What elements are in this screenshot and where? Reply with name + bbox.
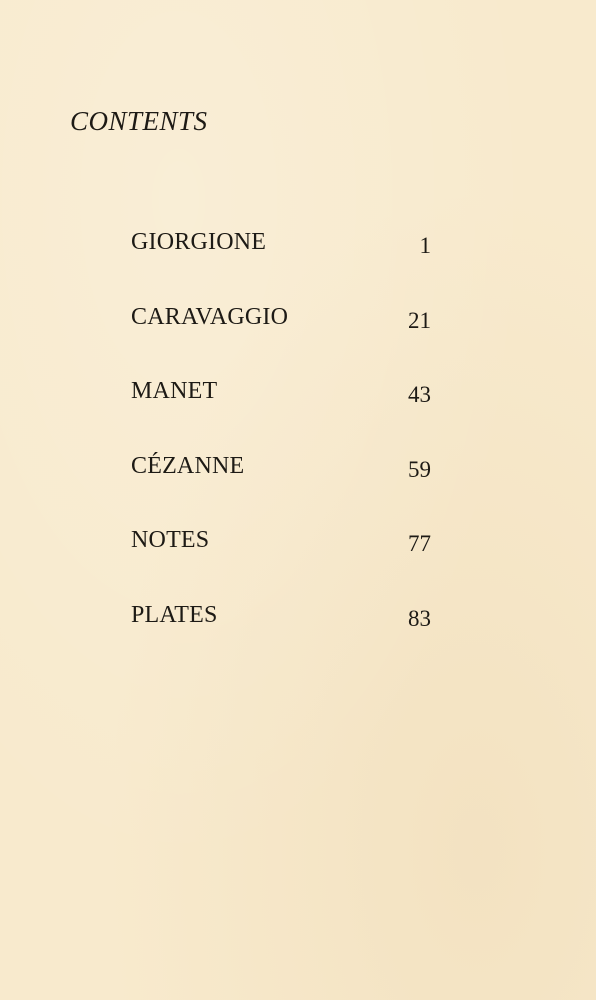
toc-entry-caravaggio bbox=[131, 303, 431, 378]
toc-entry-title: PLATES bbox=[131, 601, 218, 628]
toc-entry-giorgione bbox=[131, 228, 431, 303]
toc-entry-plates bbox=[131, 601, 431, 676]
contents-heading: CONTENTS bbox=[70, 106, 208, 136]
toc-entry-page: 59 bbox=[408, 456, 431, 482]
toc-entry-title: CARAVAGGIO bbox=[131, 303, 289, 330]
toc-entry-page: 83 bbox=[408, 605, 431, 631]
toc-entry-page: 1 bbox=[419, 233, 431, 258]
toc-entry-title: MANET bbox=[131, 378, 218, 405]
toc-entry-title: NOTES bbox=[131, 527, 210, 554]
table-of-contents bbox=[131, 228, 431, 676]
toc-entry-title: GIORGIONE bbox=[131, 229, 267, 255]
toc-entry-title: CÉZANNE bbox=[131, 452, 245, 479]
toc-entry-page: 21 bbox=[408, 307, 431, 333]
toc-entry-notes bbox=[131, 526, 431, 601]
toc-entry-page: 43 bbox=[408, 382, 431, 408]
toc-entry-page: 77 bbox=[408, 531, 431, 557]
toc-entry-manet bbox=[131, 377, 431, 452]
toc-entry-cezanne bbox=[131, 452, 431, 527]
